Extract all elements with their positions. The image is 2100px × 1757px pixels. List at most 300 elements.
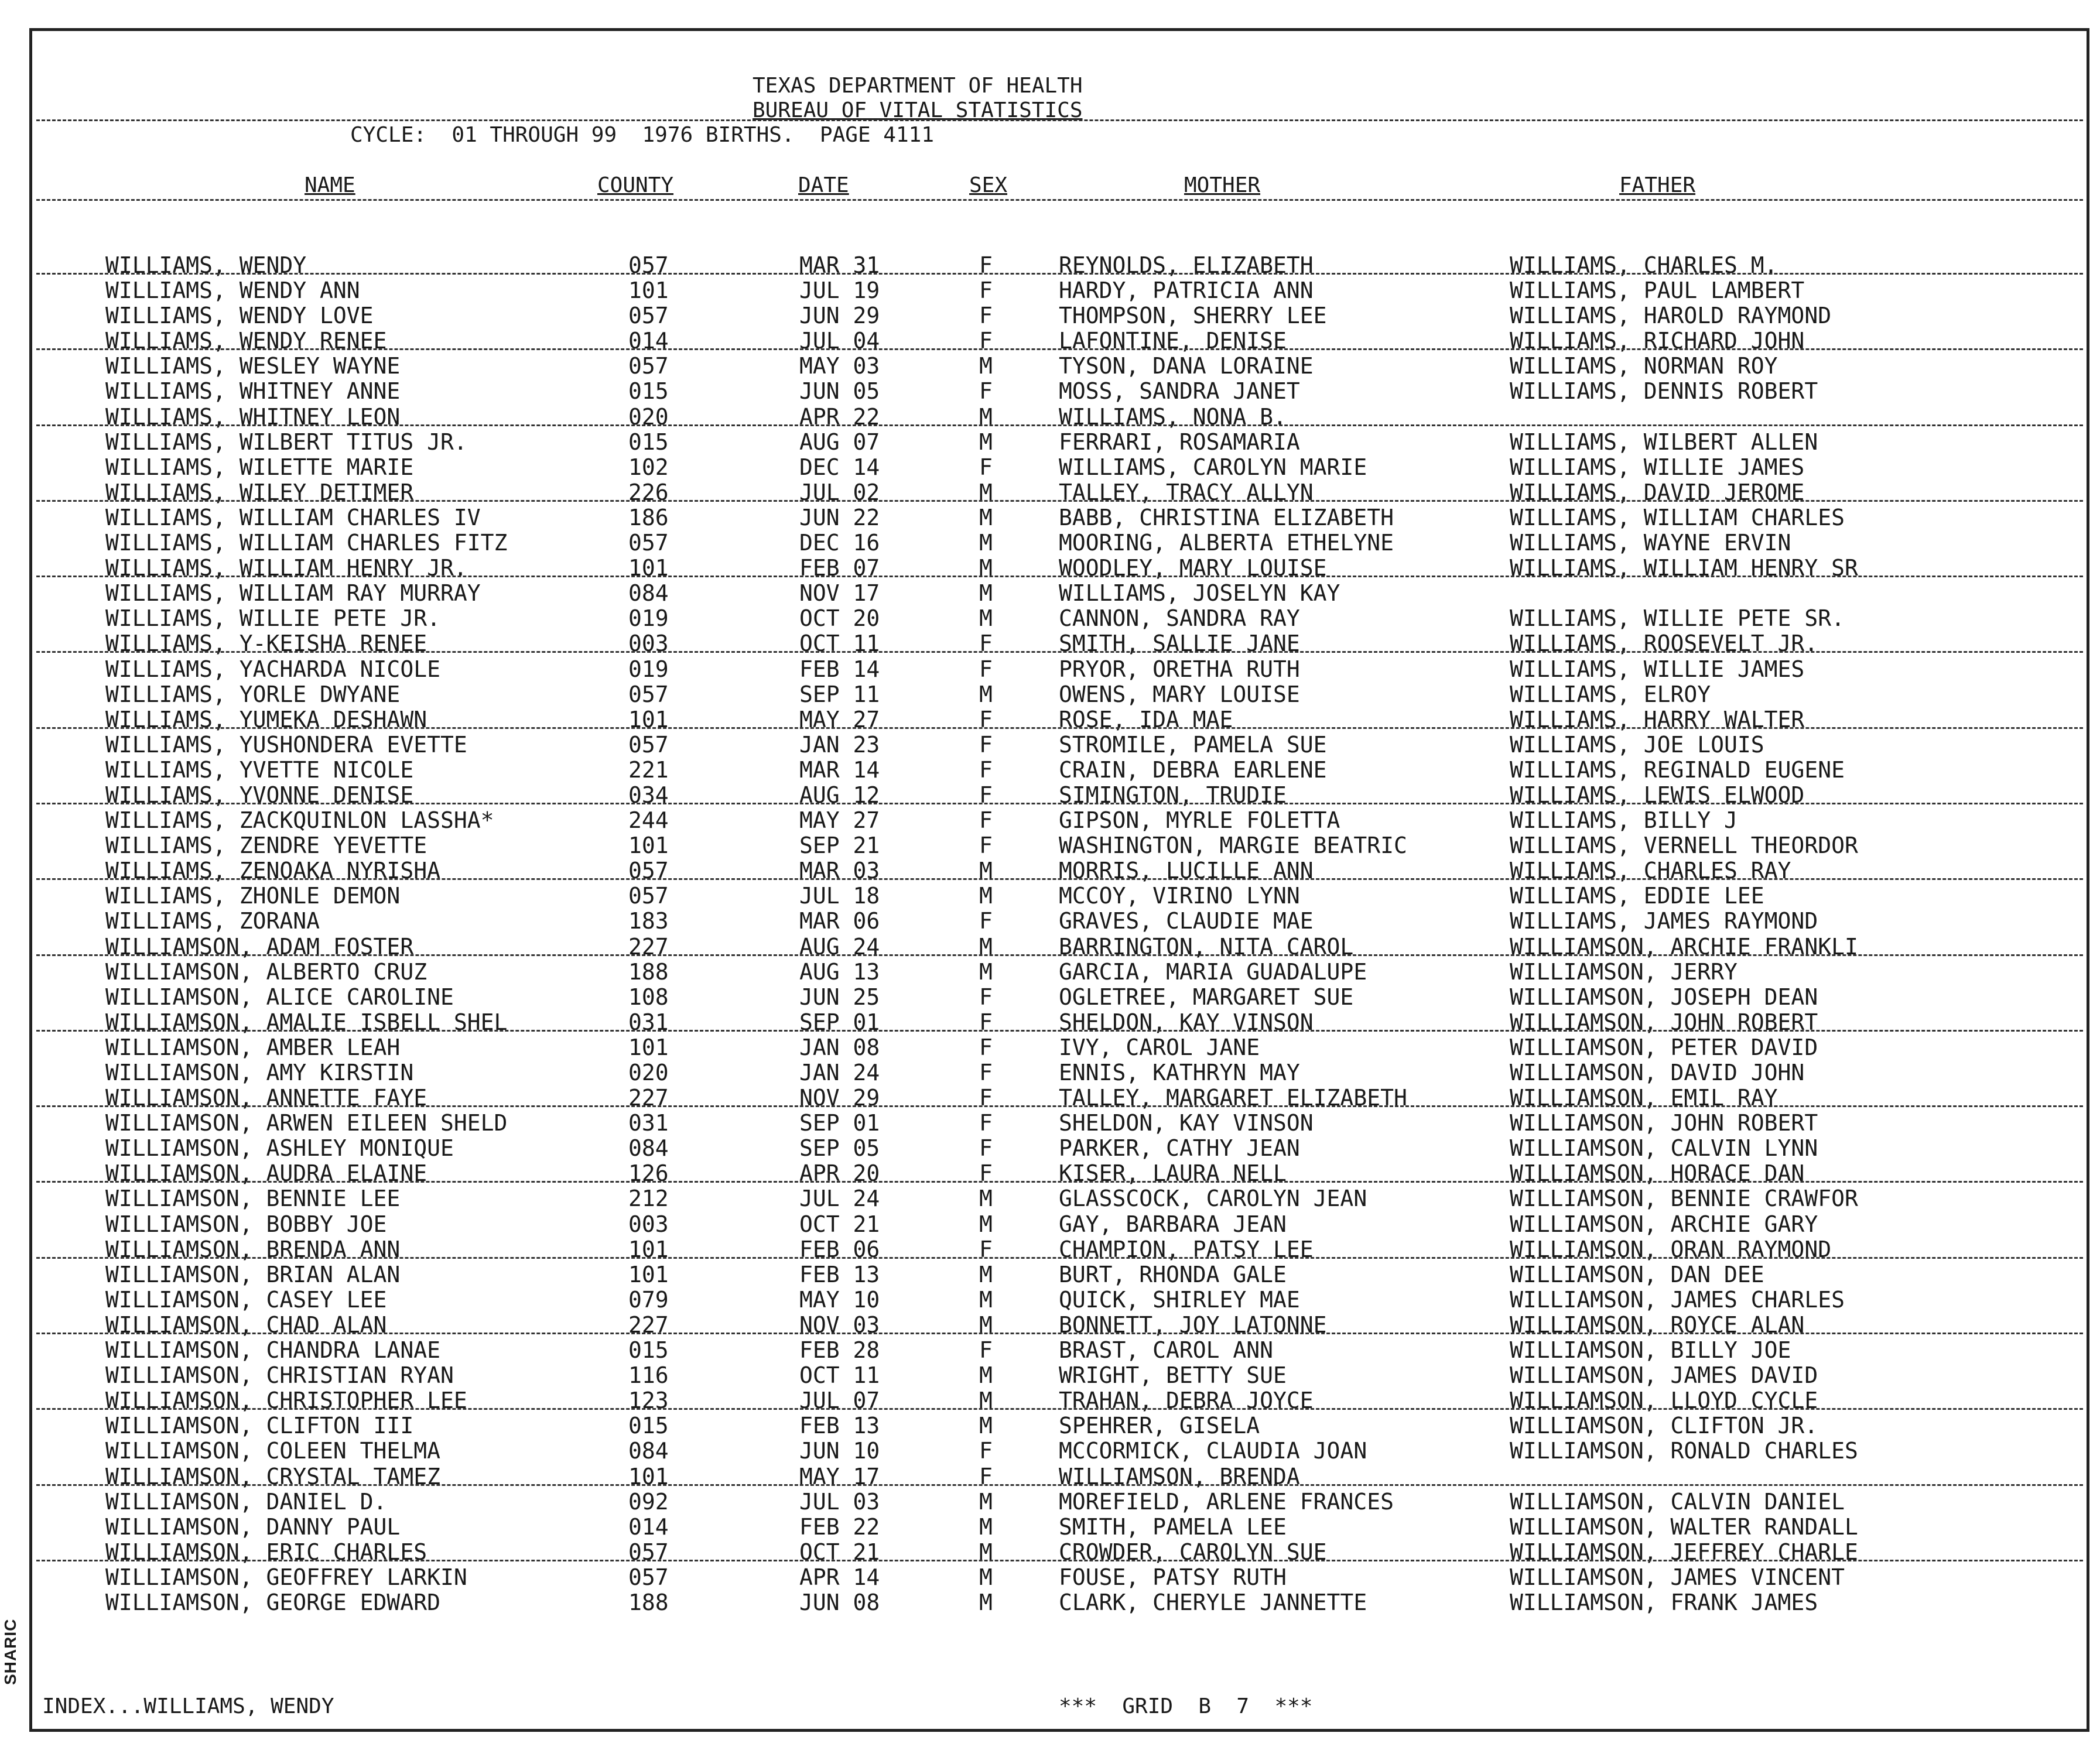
column-header-date: DATE bbox=[798, 173, 849, 197]
cell-father: WILLIAMSON, ARCHIE FRANKLI bbox=[1510, 933, 1858, 960]
table-row bbox=[0, 278, 2100, 303]
cell-mother: TYSON, DANA LORAINE bbox=[1059, 353, 1314, 379]
cell-date: DEC 16 bbox=[799, 530, 880, 556]
index-label: INDEX...WILLIAMS, WENDY bbox=[42, 1694, 334, 1718]
table-row bbox=[0, 1313, 2100, 1338]
table-row bbox=[0, 985, 2100, 1010]
column-header-county: COUNTY bbox=[597, 173, 674, 197]
table-row bbox=[0, 1287, 2100, 1313]
cell-mother: BABB, CHRISTINA ELIZABETH bbox=[1059, 504, 1394, 530]
cell-father: WILLIAMSON, RONALD CHARLES bbox=[1510, 1438, 1858, 1464]
cell-name: WILLIAMSON, ERIC CHARLES bbox=[105, 1539, 427, 1565]
cell-father: WILLIAMS, WILLIE JAMES bbox=[1510, 656, 1805, 682]
cell-date: MAY 17 bbox=[799, 1463, 880, 1489]
cell-county: 227 bbox=[628, 1311, 669, 1338]
cell-county: 101 bbox=[628, 1236, 669, 1262]
cell-sex: F bbox=[979, 1034, 993, 1060]
cell-name: WILLIAMSON, GEORGE EDWARD bbox=[105, 1589, 440, 1615]
cell-name: WILLIAMS, WILLIAM HENRY JR. bbox=[105, 555, 467, 581]
cell-name: WILLIAMS, ZORANA bbox=[105, 908, 320, 934]
cell-date: SEP 21 bbox=[799, 833, 880, 859]
cell-sex: M bbox=[979, 403, 993, 430]
header-cycle: CYCLE: 01 THROUGH 99 1976 BIRTHS. PAGE 4111 bbox=[350, 123, 934, 147]
cell-name: WILLIAMSON, CHAD ALAN bbox=[105, 1311, 387, 1338]
cell-mother: OWENS, MARY LOUISE bbox=[1059, 681, 1300, 707]
cell-county: 015 bbox=[628, 429, 669, 455]
cell-county: 079 bbox=[628, 1286, 669, 1313]
cell-date: JUN 05 bbox=[799, 378, 880, 405]
cell-date: JUN 10 bbox=[799, 1438, 880, 1464]
cell-father: WILLIAMSON, PETER DAVID bbox=[1510, 1034, 1818, 1060]
cell-county: 015 bbox=[628, 1413, 669, 1439]
cell-county: 057 bbox=[628, 303, 669, 329]
header-divider bbox=[36, 119, 2083, 121]
cell-date: MAR 14 bbox=[799, 756, 880, 783]
cell-sex: M bbox=[979, 1311, 993, 1338]
cell-county: 102 bbox=[628, 454, 669, 480]
cell-date: AUG 07 bbox=[799, 429, 880, 455]
cell-date: AUG 12 bbox=[799, 782, 880, 808]
cell-father: WILLIAMS, ELROY bbox=[1510, 681, 1711, 707]
cell-father: WILLIAMS, EDDIE LEE bbox=[1510, 883, 1764, 909]
cell-sex: F bbox=[979, 1110, 993, 1136]
cell-father: WILLIAMS, HAROLD RAYMOND bbox=[1510, 303, 1832, 329]
cell-sex: M bbox=[979, 530, 993, 556]
cell-mother: WILLIAMS, CAROLYN MARIE bbox=[1059, 454, 1367, 480]
cell-county: 084 bbox=[628, 580, 669, 607]
cell-sex: F bbox=[979, 378, 993, 405]
table-row bbox=[0, 354, 2100, 379]
cell-county: 019 bbox=[628, 656, 669, 682]
cell-father: WILLIAMS, CHARLES RAY bbox=[1510, 858, 1791, 884]
cell-father: WILLIAMSON, LLOYD CYCLE bbox=[1510, 1388, 1818, 1414]
cell-sex: F bbox=[979, 756, 993, 783]
table-row bbox=[0, 530, 2100, 556]
cell-county: 057 bbox=[628, 883, 669, 909]
cell-sex: F bbox=[979, 656, 993, 682]
records-table bbox=[0, 253, 2100, 1615]
table-row bbox=[0, 1060, 2100, 1085]
cell-date: SEP 05 bbox=[799, 1135, 880, 1162]
cell-mother: CLARK, CHERYLE JANNETTE bbox=[1059, 1589, 1367, 1615]
cell-mother: BARRINGTON, NITA CAROL bbox=[1059, 933, 1354, 960]
cell-sex: F bbox=[979, 278, 993, 304]
cell-name: WILLIAMSON, AMBER LEAH bbox=[105, 1034, 401, 1060]
cell-date: MAY 27 bbox=[799, 807, 880, 834]
cell-father: WILLIAMS, ROOSEVELT JR. bbox=[1510, 631, 1818, 657]
cell-county: 057 bbox=[628, 681, 669, 707]
cell-county: 031 bbox=[628, 1110, 669, 1136]
cell-father: WILLIAMS, NORMAN ROY bbox=[1510, 353, 1778, 379]
cell-mother: ROSE, IDA MAE bbox=[1059, 706, 1233, 732]
cell-name: WILLIAMS, WENDY bbox=[105, 252, 307, 278]
table-row bbox=[0, 505, 2100, 530]
cell-name: WILLIAMS, WHITNEY ANNE bbox=[105, 378, 401, 405]
cell-date: JAN 24 bbox=[799, 1060, 880, 1085]
cell-mother: TRAHAN, DEBRA JOYCE bbox=[1059, 1388, 1314, 1414]
cell-name: WILLIAMS, YORLE DWYANE bbox=[105, 681, 401, 707]
cell-sex: F bbox=[979, 1085, 993, 1111]
cell-county: 123 bbox=[628, 1388, 669, 1414]
cell-date: APR 22 bbox=[799, 403, 880, 430]
cell-date: MAY 03 bbox=[799, 353, 880, 379]
table-row bbox=[0, 833, 2100, 858]
cell-sex: M bbox=[979, 883, 993, 909]
cell-date: NOV 29 bbox=[799, 1085, 880, 1111]
cell-county: 034 bbox=[628, 782, 669, 808]
cell-sex: M bbox=[979, 1261, 993, 1287]
cell-sex: M bbox=[979, 1388, 993, 1414]
cell-county: 084 bbox=[628, 1135, 669, 1162]
cell-name: WILLIAMS, YVETTE NICOLE bbox=[105, 756, 414, 783]
cell-date: JUN 25 bbox=[799, 984, 880, 1010]
cell-county: 057 bbox=[628, 1539, 669, 1565]
cell-sex: F bbox=[979, 454, 993, 480]
cell-mother: GARCIA, MARIA GUADALUPE bbox=[1059, 958, 1367, 985]
cell-county: 101 bbox=[628, 1261, 669, 1287]
table-row bbox=[0, 960, 2100, 985]
cell-mother: CROWDER, CAROLYN SUE bbox=[1059, 1539, 1327, 1565]
cell-name: WILLIAMSON, CHANDRA LANAE bbox=[105, 1337, 440, 1364]
table-row bbox=[0, 758, 2100, 783]
cell-mother: BONNETT, JOY LATONNE bbox=[1059, 1311, 1327, 1338]
cell-father: WILLIAMSON, EMIL RAY bbox=[1510, 1085, 1778, 1111]
cell-date: APR 14 bbox=[799, 1564, 880, 1590]
cell-father: WILLIAMS, WILBERT ALLEN bbox=[1510, 429, 1818, 455]
cell-name: WILLIAMSON, CRYSTAL TAMEZ bbox=[105, 1463, 440, 1489]
table-row bbox=[0, 430, 2100, 455]
cell-date: JUL 18 bbox=[799, 883, 880, 909]
cell-name: WILLIAMSON, ASHLEY MONIQUE bbox=[105, 1135, 454, 1162]
cell-name: WILLIAMSON, AMALIE ISBELL SHEL bbox=[105, 1009, 508, 1035]
cell-father: WILLIAMSON, JERRY bbox=[1510, 958, 1738, 985]
table-row bbox=[0, 379, 2100, 404]
cell-name: WILLIAMSON, CHRISTOPHER LEE bbox=[105, 1388, 467, 1414]
cell-father: WILLIAMS, WAYNE ERVIN bbox=[1510, 530, 1791, 556]
cell-date: OCT 20 bbox=[799, 605, 880, 632]
cell-name: WILLIAMS, ZENOAKA NYRISHA bbox=[105, 858, 440, 884]
cell-mother: TALLEY, TRACY ALLYN bbox=[1059, 479, 1314, 505]
table-row bbox=[0, 1085, 2100, 1111]
cell-father: WILLIAMS, DAVID JEROME bbox=[1510, 479, 1805, 505]
cell-sex: F bbox=[979, 908, 993, 934]
cell-date: NOV 17 bbox=[799, 580, 880, 607]
cell-county: 188 bbox=[628, 1589, 669, 1615]
cell-sex: F bbox=[979, 1135, 993, 1162]
cell-county: 226 bbox=[628, 479, 669, 505]
cell-county: 057 bbox=[628, 353, 669, 379]
cell-mother: MOREFIELD, ARLENE FRANCES bbox=[1059, 1488, 1394, 1515]
cell-sex: F bbox=[979, 833, 993, 859]
cell-name: WILLIAMS, ZENDRE YEVETTE bbox=[105, 833, 427, 859]
cell-name: WILLIAMS, YACHARDA NICOLE bbox=[105, 656, 440, 682]
cell-mother: KISER, LAURA NELL bbox=[1059, 1160, 1287, 1187]
cell-sex: M bbox=[979, 1564, 993, 1590]
cell-name: WILLIAMSON, ALBERTO CRUZ bbox=[105, 958, 427, 985]
cell-date: MAR 06 bbox=[799, 908, 880, 934]
cell-name: WILLIAMS, Y-KEISHA RENEE bbox=[105, 631, 427, 657]
cell-sex: F bbox=[979, 1160, 993, 1187]
cell-county: 188 bbox=[628, 958, 669, 985]
cell-date: MAY 27 bbox=[799, 706, 880, 732]
cell-sex: M bbox=[979, 555, 993, 581]
cell-sex: F bbox=[979, 328, 993, 354]
cell-mother: MCCORMICK, CLAUDIA JOAN bbox=[1059, 1438, 1367, 1464]
cell-mother: PARKER, CATHY JEAN bbox=[1059, 1135, 1300, 1162]
table-row bbox=[0, 783, 2100, 808]
cell-father: WILLIAMS, PAUL LAMBERT bbox=[1510, 278, 1805, 304]
cell-father: WILLIAMS, LEWIS ELWOOD bbox=[1510, 782, 1805, 808]
cell-county: 015 bbox=[628, 1337, 669, 1364]
cell-father: WILLIAMSON, HORACE DAN bbox=[1510, 1160, 1805, 1187]
table-row bbox=[0, 1489, 2100, 1515]
cell-name: WILLIAMS, WENDY LOVE bbox=[105, 303, 374, 329]
table-row bbox=[0, 1388, 2100, 1413]
cell-name: WILLIAMS, ZHONLE DEMON bbox=[105, 883, 401, 909]
cell-mother: MCCOY, VIRINO LYNN bbox=[1059, 883, 1300, 909]
cell-mother: GAY, BARBARA JEAN bbox=[1059, 1211, 1287, 1237]
cell-name: WILLIAMS, WILLIAM CHARLES FITZ bbox=[105, 530, 508, 556]
cell-date: OCT 21 bbox=[799, 1539, 880, 1565]
cell-father: WILLIAMS, VERNELL THEORDOR bbox=[1510, 833, 1858, 859]
cell-name: WILLIAMSON, BRIAN ALAN bbox=[105, 1261, 401, 1287]
table-row bbox=[0, 405, 2100, 430]
cell-county: 014 bbox=[628, 328, 669, 354]
table-row bbox=[0, 328, 2100, 354]
table-row bbox=[0, 1035, 2100, 1060]
cell-mother: WASHINGTON, MARGIE BEATRIC bbox=[1059, 833, 1407, 859]
cell-name: WILLIAMS, YUMEKA DESHAWN bbox=[105, 706, 427, 732]
cell-date: FEB 13 bbox=[799, 1261, 880, 1287]
side-stamp: SHARIC bbox=[1, 1618, 19, 1685]
cell-date: DEC 14 bbox=[799, 454, 880, 480]
cell-name: WILLIAMS, YUSHONDERA EVETTE bbox=[105, 731, 467, 758]
cell-date: OCT 21 bbox=[799, 1211, 880, 1237]
cell-father: WILLIAMSON, CALVIN DANIEL bbox=[1510, 1488, 1845, 1515]
cell-mother: GIPSON, MYRLE FOLETTA bbox=[1059, 807, 1340, 834]
cell-mother: MOSS, SANDRA JANET bbox=[1059, 378, 1300, 405]
cell-sex: M bbox=[979, 429, 993, 455]
cell-father: WILLIAMSON, JOHN ROBERT bbox=[1510, 1009, 1818, 1035]
cell-date: SEP 01 bbox=[799, 1110, 880, 1136]
cell-county: 020 bbox=[628, 1060, 669, 1085]
cell-county: 057 bbox=[628, 858, 669, 884]
table-row bbox=[0, 732, 2100, 758]
table-row bbox=[0, 1212, 2100, 1237]
cell-name: WILLIAMSON, ANNETTE FAYE bbox=[105, 1085, 427, 1111]
table-row bbox=[0, 682, 2100, 707]
table-row bbox=[0, 1439, 2100, 1464]
table-row bbox=[0, 480, 2100, 505]
cell-sex: F bbox=[979, 782, 993, 808]
cell-mother: WILLIAMS, JOSELYN KAY bbox=[1059, 580, 1340, 607]
cell-father: WILLIAMSON, BENNIE CRAWFOR bbox=[1510, 1186, 1858, 1212]
cell-name: WILLIAMS, WENDY ANN bbox=[105, 278, 360, 304]
cell-county: 244 bbox=[628, 807, 669, 834]
cell-mother: LAFONTINE, DENISE bbox=[1059, 328, 1287, 354]
cell-county: 108 bbox=[628, 984, 669, 1010]
cell-sex: M bbox=[979, 1211, 993, 1237]
cell-mother: FERRARI, ROSAMARIA bbox=[1059, 429, 1300, 455]
cell-father: WILLIAMS, WILLIE JAMES bbox=[1510, 454, 1805, 480]
cell-mother: IVY, CAROL JANE bbox=[1059, 1034, 1260, 1060]
cell-date: MAY 10 bbox=[799, 1286, 880, 1313]
cell-father: WILLIAMSON, BILLY JOE bbox=[1510, 1337, 1791, 1364]
grid-label: *** GRID B 7 *** bbox=[1059, 1694, 1313, 1718]
cell-name: WILLIAMSON, AUDRA ELAINE bbox=[105, 1160, 427, 1187]
cell-father: WILLIAMS, DENNIS ROBERT bbox=[1510, 378, 1818, 405]
cell-mother: SMITH, PAMELA LEE bbox=[1059, 1513, 1287, 1540]
cell-county: 020 bbox=[628, 403, 669, 430]
cell-name: WILLIAMSON, ADAM FOSTER bbox=[105, 933, 414, 960]
cell-date: OCT 11 bbox=[799, 631, 880, 657]
cell-father: WILLIAMS, RICHARD JOHN bbox=[1510, 328, 1805, 354]
cell-county: 126 bbox=[628, 1160, 669, 1187]
cell-county: 031 bbox=[628, 1009, 669, 1035]
cell-date: JUL 02 bbox=[799, 479, 880, 505]
cell-mother: PRYOR, ORETHA RUTH bbox=[1059, 656, 1300, 682]
cell-mother: SMITH, SALLIE JANE bbox=[1059, 631, 1300, 657]
cell-date: JUN 22 bbox=[799, 504, 880, 530]
cell-sex: M bbox=[979, 580, 993, 607]
table-row bbox=[0, 606, 2100, 631]
table-row bbox=[0, 883, 2100, 909]
cell-sex: M bbox=[979, 1286, 993, 1313]
cell-name: WILLIAMS, WESLEY WAYNE bbox=[105, 353, 401, 379]
column-header-mother: MOTHER bbox=[1184, 173, 1261, 197]
cell-county: 212 bbox=[628, 1186, 669, 1212]
cell-date: JUL 19 bbox=[799, 278, 880, 304]
cell-mother: CRAIN, DEBRA EARLENE bbox=[1059, 756, 1327, 783]
cell-mother: CHAMPION, PATSY LEE bbox=[1059, 1236, 1314, 1262]
cell-sex: M bbox=[979, 1362, 993, 1389]
cell-name: WILLIAMS, WILEY DETIMER bbox=[105, 479, 414, 505]
cell-date: SEP 01 bbox=[799, 1009, 880, 1035]
table-row bbox=[0, 858, 2100, 883]
table-row bbox=[0, 707, 2100, 732]
cell-father: WILLIAMSON, JOSEPH DEAN bbox=[1510, 984, 1818, 1010]
cell-county: 057 bbox=[628, 731, 669, 758]
cell-sex: M bbox=[979, 933, 993, 960]
cell-sex: F bbox=[979, 1009, 993, 1035]
cell-mother: WOODLEY, MARY LOUISE bbox=[1059, 555, 1327, 581]
cell-date: JUL 03 bbox=[799, 1488, 880, 1515]
table-row bbox=[0, 455, 2100, 480]
cell-date: OCT 11 bbox=[799, 1362, 880, 1389]
cell-sex: F bbox=[979, 631, 993, 657]
cell-father: WILLIAMS, CHARLES M. bbox=[1510, 252, 1778, 278]
cell-mother: SHELDON, KAY VINSON bbox=[1059, 1009, 1314, 1035]
cell-mother: MOORING, ALBERTA ETHELYNE bbox=[1059, 530, 1394, 556]
cell-date: FEB 28 bbox=[799, 1337, 880, 1364]
table-row bbox=[0, 1565, 2100, 1590]
cell-date: FEB 07 bbox=[799, 555, 880, 581]
cell-name: WILLIAMS, YVONNE DENISE bbox=[105, 782, 414, 808]
cell-father: WILLIAMSON, WALTER RANDALL bbox=[1510, 1513, 1858, 1540]
cell-sex: F bbox=[979, 1060, 993, 1085]
cell-mother: THOMPSON, SHERRY LEE bbox=[1059, 303, 1327, 329]
table-row bbox=[0, 253, 2100, 278]
cell-name: WILLIAMSON, COLEEN THELMA bbox=[105, 1438, 440, 1464]
cell-sex: F bbox=[979, 1236, 993, 1262]
cell-county: 092 bbox=[628, 1488, 669, 1515]
cell-name: WILLIAMSON, AMY KIRSTIN bbox=[105, 1060, 414, 1085]
cell-county: 221 bbox=[628, 756, 669, 783]
cell-date: FEB 22 bbox=[799, 1513, 880, 1540]
cell-county: 003 bbox=[628, 1211, 669, 1237]
cell-name: WILLIAMS, WILBERT TITUS JR. bbox=[105, 429, 467, 455]
cell-name: WILLIAMSON, ARWEN EILEEN SHELD bbox=[105, 1110, 508, 1136]
cell-mother: OGLETREE, MARGARET SUE bbox=[1059, 984, 1354, 1010]
cell-date: JUL 07 bbox=[799, 1388, 880, 1414]
cell-county: 084 bbox=[628, 1438, 669, 1464]
cell-sex: F bbox=[979, 1438, 993, 1464]
cell-mother: ENNIS, KATHRYN MAY bbox=[1059, 1060, 1300, 1085]
cell-date: JUN 08 bbox=[799, 1589, 880, 1615]
table-row bbox=[0, 1515, 2100, 1540]
table-row bbox=[0, 808, 2100, 833]
cell-sex: M bbox=[979, 1186, 993, 1212]
cell-name: WILLIAMSON, ALICE CAROLINE bbox=[105, 984, 454, 1010]
cell-name: WILLIAMSON, BRENDA ANN bbox=[105, 1236, 401, 1262]
cell-county: 186 bbox=[628, 504, 669, 530]
cell-father: WILLIAMS, HARRY WALTER bbox=[1510, 706, 1805, 732]
cell-date: MAR 31 bbox=[799, 252, 880, 278]
table-row bbox=[0, 1161, 2100, 1186]
cell-sex: M bbox=[979, 1589, 993, 1615]
cell-sex: F bbox=[979, 706, 993, 732]
cell-mother: BURT, RHONDA GALE bbox=[1059, 1261, 1287, 1287]
cell-sex: M bbox=[979, 681, 993, 707]
cell-county: 183 bbox=[628, 908, 669, 934]
table-row bbox=[0, 1186, 2100, 1211]
table-row bbox=[0, 1262, 2100, 1287]
cell-mother: HARDY, PATRICIA ANN bbox=[1059, 278, 1314, 304]
cell-date: NOV 03 bbox=[799, 1311, 880, 1338]
cell-father: WILLIAMSON, JAMES VINCENT bbox=[1510, 1564, 1845, 1590]
cell-sex: M bbox=[979, 479, 993, 505]
table-row bbox=[0, 1363, 2100, 1388]
cell-name: WILLIAMSON, DANNY PAUL bbox=[105, 1513, 401, 1540]
table-row bbox=[0, 1540, 2100, 1565]
table-row bbox=[0, 1590, 2100, 1615]
cell-mother: QUICK, SHIRLEY MAE bbox=[1059, 1286, 1300, 1313]
cell-father: WILLIAMS, WILLIE PETE SR. bbox=[1510, 605, 1845, 632]
table-row bbox=[0, 1338, 2100, 1363]
cell-name: WILLIAMSON, CASEY LEE bbox=[105, 1286, 387, 1313]
cell-mother: CANNON, SANDRA RAY bbox=[1059, 605, 1300, 632]
cell-date: AUG 13 bbox=[799, 958, 880, 985]
cell-date: JUL 24 bbox=[799, 1186, 880, 1212]
cell-date: AUG 24 bbox=[799, 933, 880, 960]
cell-mother: MORRIS, LUCILLE ANN bbox=[1059, 858, 1314, 884]
column-header-divider bbox=[36, 199, 2083, 201]
column-header-name: NAME bbox=[305, 173, 355, 197]
cell-father: WILLIAMSON, ORAN RAYMOND bbox=[1510, 1236, 1832, 1262]
cell-county: 057 bbox=[628, 1564, 669, 1590]
cell-county: 057 bbox=[628, 530, 669, 556]
cell-county: 015 bbox=[628, 378, 669, 405]
table-row bbox=[0, 1111, 2100, 1136]
table-row bbox=[0, 631, 2100, 656]
cell-sex: M bbox=[979, 605, 993, 632]
table-row bbox=[0, 1136, 2100, 1161]
table-row bbox=[0, 1413, 2100, 1439]
cell-date: SEP 11 bbox=[799, 681, 880, 707]
cell-mother: SHELDON, KAY VINSON bbox=[1059, 1110, 1314, 1136]
table-row bbox=[0, 1010, 2100, 1035]
cell-mother: REYNOLDS, ELIZABETH bbox=[1059, 252, 1314, 278]
